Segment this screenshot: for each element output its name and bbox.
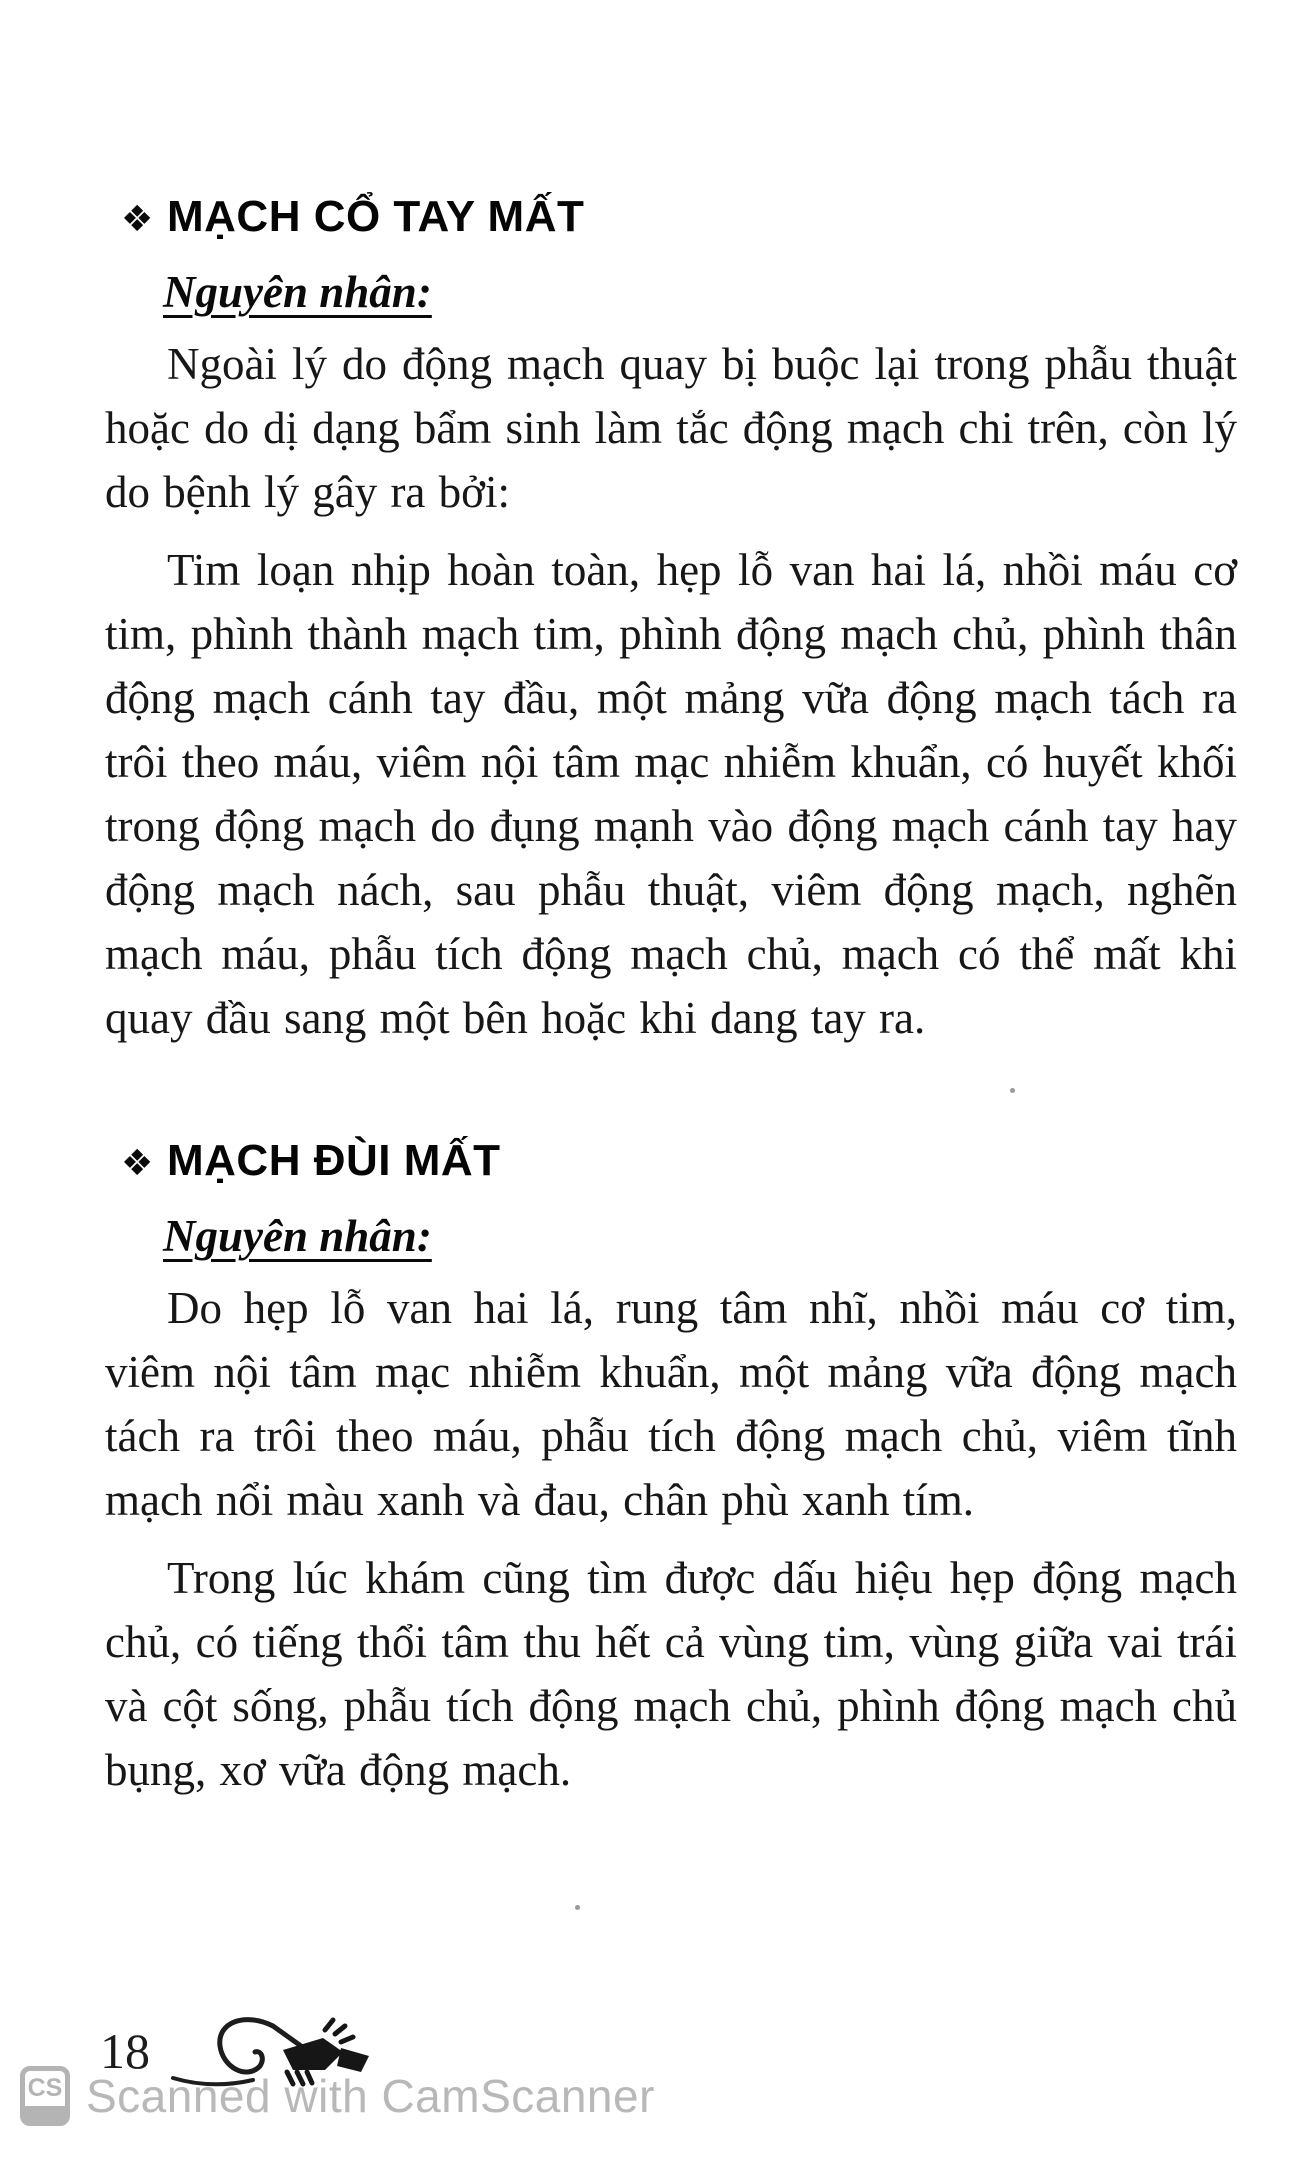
section-title: MẠCH ĐÙI MẤT (167, 1136, 501, 1185)
section-heading (105, 1136, 1237, 1186)
paragraph: Tim loạn nhịp hoàn toàn, hẹp lỗ van hai lá, nhồi máu cơ tim, phình thành mạch tim, phình động mạch chủ, phình thân động mạch cánh tay đầu, một mảng vữa động mạch tách ra trôi theo máu, viêm nội tâm mạc nhiễm khuẩn, có huyết khối trong động mạch do đụng mạnh vào động mạch cánh tay hay động mạch nách, sau phẫu thuật, viêm động mạch, nghẽn mạch máu, phẫu tích động mạch chủ, mạch có thể mất khi quay đầu sang một bên hoặc khi dang tay ra. (105, 545, 1237, 1043)
camscanner-watermark-text: Scanned with CamScanner (86, 2070, 655, 2122)
section-heading (105, 192, 1237, 242)
section-mach-co-tay-mat (105, 192, 1237, 1050)
scan-artifact-dot (575, 1905, 580, 1910)
paragraph: Do hẹp lỗ van hai lá, rung tâm nhĩ, nhồi máu cơ tim, viêm nội tâm mạc nhiễm khuẩn, một mảng vữa động mạch tách ra trôi theo máu, phẫu tích động mạch chủ, viêm tĩnh mạch nổi màu xanh và đau, chân phù xanh tím. (105, 1283, 1237, 1525)
section-title: MẠCH CỔ TAY MẤT (167, 192, 585, 241)
page-number: 18 (100, 2023, 150, 2079)
page-content (105, 192, 1237, 1802)
paragraph: Ngoài lý do động mạch quay bị buộc lại trong phẫu thuật hoặc do dị dạng bẩm sinh làm tắc động mạch chi trên, còn lý do bệnh lý gây ra bởi: (105, 339, 1237, 517)
subheading-nguyen-nhan: Nguyên nhân: (163, 1211, 432, 1261)
camscanner-badge-icon (20, 2066, 70, 2126)
diamond-bullet-icon: ❖ (121, 198, 154, 240)
paragraph: Trong lúc khám cũng tìm được dấu hiệu hẹp động mạch chủ, có tiếng thổi tâm thu hết cả vùng tim, vùng giữa vai trái và cột sống, phẫu tích động mạch chủ, phình động mạch chủ bụng, xơ vữa động mạch. (105, 1553, 1237, 1795)
camscanner-watermark (20, 2066, 655, 2126)
camscanner-badge-label: CS (27, 2074, 63, 2102)
section-mach-dui-mat (105, 1136, 1237, 1802)
subheading-nguyen-nhan: Nguyên nhân: (163, 267, 432, 317)
diamond-bullet-icon: ❖ (121, 1142, 154, 1184)
scan-artifact-dot (1010, 1088, 1015, 1093)
camscanner-badge-strip (24, 2106, 66, 2122)
